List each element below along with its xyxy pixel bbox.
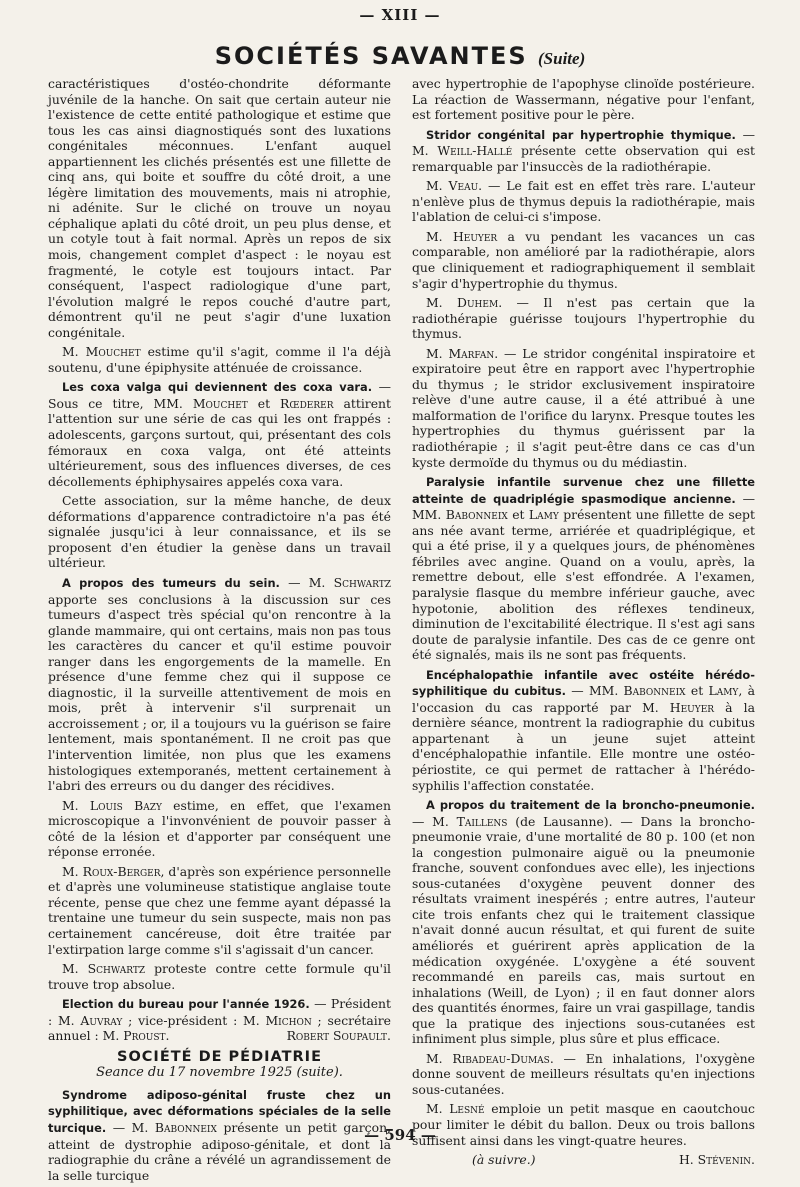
paragraph: avec hypertrophie de l'apophyse clinoïde postérieure. La réaction de Wassermann, négative pour l'enfant, est fortement positive pour le père. [412, 76, 755, 123]
paragraph [48, 379, 391, 489]
section-heading: A propos des tumeurs du sein. [62, 575, 280, 590]
paragraph-text: — M. [106, 1120, 155, 1135]
paragraph [48, 575, 391, 794]
paragraph [412, 1051, 755, 1098]
page-number: — 594 — [364, 1126, 436, 1144]
author-name: Ribadeau-Dumas [452, 1050, 550, 1066]
author-name: Schwartz [87, 961, 146, 977]
author-name: Weill-Hallé [437, 143, 513, 159]
paragraph-text: — Sous ce titre, MM. [48, 379, 391, 411]
paragraph-text: M. [426, 295, 458, 311]
paragraph-text: . — Il n'est pas certain que la radiothérapie guérisse toujours l'hypertrophie du thymus. [412, 295, 755, 342]
paragraph-text: M. [62, 797, 90, 813]
signature: Robert Soupault. [286, 1028, 391, 1044]
paragraph [48, 798, 391, 860]
paragraph-text: M. [426, 1050, 453, 1066]
roman-page-number: — XIII — [359, 6, 441, 24]
paragraph-text: estime, en effet, que l'examen microscopique a l'invonvénient de pouvoir passer à côté de la lésion et d'apporter par conséquent une réponse erronée. [48, 797, 391, 860]
paragraph-text: , d'après son expérience personnelle et d'après une volumineuse statistique anglaise toute récente, pense que chez une femme ayant dépassé la trentaine une tumeur du sein suspecte, mais non pas certainement cancéreuse, doit être traitée par l'extirpation large comme s'il s'agissait d'un cancer. [48, 863, 391, 957]
author-name: Auvray [80, 1012, 123, 1028]
author-name: Proust [123, 1028, 166, 1044]
author-name: Rœderer [280, 395, 334, 411]
paragraph-text: — M. [412, 126, 755, 159]
paragraph [48, 996, 391, 1044]
paragraph-text: ; secrétaire annuel : M. [48, 1012, 391, 1044]
paragraph-text: a vu pendant les vacances un cas comparable, non amélioré par la radiothérapie, alors que cliniquement et radiographiquement il semblait s'agir d'hypertrophie du thymus. [412, 228, 755, 291]
right-column [412, 76, 755, 1168]
author-name: Lamy [528, 507, 559, 523]
paragraph-text: — MM. [565, 683, 624, 699]
paragraph-text: attirent l'attention sur une série de cas qui les ont frappés : adolescents, garçons surtout, qui, présentant des cols fémoraux en coxa valga, ont été atteints ultérieurement, sous des influences diverses, de ces décollements éphiphysaires appelés coxa vara. [48, 395, 391, 489]
paragraph-text: M. [62, 961, 88, 977]
header-title: SOCIÉTÉS SAVANTES [214, 42, 528, 70]
paragraph-text: et [247, 395, 281, 411]
paragraph-text: — M. [412, 813, 457, 829]
paragraph-text: . — Le stridor congénital inspiratoire et expiratoire peut être en rapport avec l'hypertrophie du thymus ; le stridor exclusivement inspiratoire relève d'une autre cause, il a été attribué à une malformation de l'orifice du larynx. Presque toutes les hypertrophies du thymus guérissent par la radiothérapie ; il s'agit peut-être dans ce cas d'un kyste dermoïde du thymus ou du médiastin. [412, 345, 755, 470]
paragraph-text: — M. [279, 574, 334, 590]
paragraph [48, 344, 391, 375]
paragraph [412, 797, 755, 1047]
author-name: Mouchet [192, 395, 248, 411]
author-name: Duhem [457, 295, 499, 311]
paragraph [412, 127, 755, 175]
paragraph-text: estime qu'il s'agit, comme il l'a déjà soutenu, d'une épiphysite atténuée de croissance. [48, 344, 391, 375]
paragraph-text: M. [426, 178, 449, 194]
paragraph [412, 474, 755, 663]
paragraph [412, 667, 755, 793]
author-name: Babonneix [623, 683, 686, 699]
paragraph [412, 229, 755, 291]
paragraph-text: M. [62, 863, 83, 879]
paragraph-text: présentent une fillette de sept ans née avant terme, arriérée et quadriplégique, et qui a été prise, il y a quelques jours, de phénomènes fébriles avec angine. Quand on a voulu, après, la remettre debout, elle s'est effondrée. A l'examen, paralysie flasque du membre inférieur gauche, avec hypotonie, abolition des réflexes tendineux, diminution de l'excitabilité électrique. Il s'est agi sans doute de paralysie infantile. Des cas de ce genre ont été signalés, mais ils ne sont pas fréquents. [412, 507, 755, 663]
paragraph-text: emploie un petit masque en caoutchouc pour limiter le débit du ballon. Deux ou trois ballons suffisent ainsi dans les vingt-quatre heures. [412, 1101, 755, 1148]
paragraph-text: . — Le fait est en effet très rare. L'auteur n'enlève plus de thymus depuis la radiothérapie, mais l'ablation de celui-ci s'impose. [412, 178, 755, 225]
paragraph-text: ; vice-président : M. [122, 1012, 266, 1028]
author-name: Babonneix [445, 507, 508, 523]
paragraph-text: et [685, 683, 709, 699]
paragraph-text: M. [426, 345, 449, 361]
section-header [0, 42, 800, 70]
continued-note: (à suivre.) [472, 1152, 536, 1168]
author-name: Veau [448, 178, 479, 194]
paragraph-text: et [507, 507, 529, 523]
section-heading: Election du bureau pour l'année 1926. [62, 997, 310, 1012]
author-name: Lesné [449, 1101, 485, 1117]
section-heading: Les coxa valga qui deviennent des coxa vara. [62, 380, 373, 395]
paragraph-text: apporte ses conclusions à la discussion sur ces tumeurs d'aspect très spécial qu'on rencontre à la glande mammaire, qui ont certains, mais non pas tous les caractères du cancer et qu'il estime pouvoir ranger dans les engorgements de la mamelle. En présence d'une femme chez qui il suppose ce diagnostic, il la surveille attentivement de mois en mois, prêt à intervenir s'il surprenait un accroissement ; or, il a toujours vu la guérison se faire lentement, mais spontanément. Il ne croit pas que l'intervention limitée, non plus que les examens histologiques extemporanés, mettent certainement à l'abri des erreurs ou du danger des récidives. [48, 591, 391, 794]
author-name: Babonneix [154, 1120, 217, 1135]
paragraph: caractéristiques d'ostéo-chondrite déformante juvénile de la hanche. On sait que certain auteur nie l'existence de cette entité pathologique et estime que tous les cas ainsi diagnostiqués sont des luxations congénitales méconnues. L'enfant auquel appartiennent les clichés présentés est une fillette de cinq ans, qui boite et souffre du côté droit, a une légère limitation des mouvements, mais ni atrophie, ni adénite. Sur le cliché on trouve un noyau céphalique aplati du côté droit, un peu plus dense, et un cotyle tout à fait normal. Après un repos de six mois, changement complet d'aspect : le noyau est fragmenté, le cotyle est toujours intact. Par conséquent, l'aspect radiologique d'une part, l'évolution malgré le repos couché d'autre part, démontrent qu'il ne peut s'agir d'une luxation congénitale. [48, 76, 391, 340]
paragraph-text: — MM. [412, 490, 755, 523]
author-name: M. Mouchet [62, 344, 141, 360]
paragraph-text: M. [426, 228, 453, 244]
header-suite: (Suite) [538, 49, 586, 68]
paragraph-text: , à l'occasion du cas rapporté par M. [412, 683, 755, 715]
author-name: Lamy [708, 683, 739, 699]
paragraph-text: présente un petit garçon, atteint de dystrophie adiposo-génitale, et dont la radiographie du crâne a révélé un agrandissement de la selle turcique [48, 1120, 391, 1183]
society-title: SOCIÉTÉ DE PÉDIATRIE [117, 1048, 322, 1065]
paragraph-text: (de Lausanne). — Dans la broncho-pneumonie vraie, d'une mortalité de 80 p. 100 (et non la congestion pulmonaire aiguë ou la pneumonie franche, souvent confondues avec elle), les injections sous-cutanées d'oxygène peuvent donner des résultats vraiment inespérés ; entre autres, l'auteur cite trois enfants chez qui le traitement classique n'avait donné aucun résultat, et qui furent de suite améliorés et guérirent après application de la médication oxygénée. L'oxygène a été souvent recommandé en pareils cas, mais surtout en inhalations (Weill, de Lyon) ; il en faut donner alors des quantités énormes, faire un vrai gaspillage, tandis que la pratique des injections sous-cutanées est infiniment plus simple, plus sûre et plus efficace. [412, 813, 755, 1047]
left-column [48, 76, 391, 1187]
section-heading: Encéphalopathie infantile avec ostéite hérédo-syphilitique du cubitus. [412, 667, 755, 699]
paragraph-text: présente cette observation qui est remarquable par l'insuccès de la radiothérapie. [412, 143, 755, 174]
section-heading: Paralysie infantile survenue chez une fillette atteinte de quadriplégie spasmodique ancienne. [412, 475, 755, 506]
paragraph [412, 178, 755, 225]
section-heading: Syndrome adiposo-génital fruste chez un syphilitique, avec déformations spéciales de la selle turcique. [48, 1087, 391, 1135]
paragraph [48, 961, 391, 992]
paragraph-text: — Président : M. [48, 996, 391, 1028]
author-name: Roux-Berger [82, 863, 161, 879]
author-name: Schwartz [333, 574, 392, 590]
author-name: Michon [265, 1012, 312, 1028]
author-name: Heuyer [452, 228, 498, 244]
paragraph [48, 864, 391, 957]
paragraph: Cette association, sur la même hanche, de deux déformations d'apparence contradictoire n'a pas été signalée jusqu'ici à leur connaissance, et ils se proposent d'en étudier la genèse dans un travail ultérieur. [48, 493, 391, 571]
paragraph-text: M. [426, 1101, 450, 1117]
author-name: Louis Bazy [89, 797, 162, 813]
paragraph [412, 295, 755, 342]
author-name: Marfan [448, 345, 495, 361]
session-subtitle: Seance du 17 novembre 1925 (suite). [96, 1065, 343, 1081]
author-name: Taillens [456, 813, 508, 829]
section-heading: A propos du traitement de la broncho-pneumonie. [426, 798, 755, 813]
paragraph [412, 346, 755, 470]
signature-line [412, 1152, 755, 1168]
author-name: Heuyer [669, 699, 715, 715]
section-heading: Stridor congénital par hypertrophie thymique. [426, 127, 736, 142]
paragraph-text: . [165, 1028, 170, 1044]
paragraph-text: à la dernière séance, montrent la radiographie du cubitus appartenant à un jeune sujet atteint d'encéphalopathie infantile. Elle montre une ostéo-périostite, ce qui permet de rattacher à l'hérédo-syphilis l'affection constatée. [412, 699, 755, 793]
signature: H. Stévenin. [678, 1152, 755, 1168]
paragraph-text: . — En inhalations, l'oxygène donne souvent de meilleurs résultats qu'en injections sous-cutanées. [412, 1050, 755, 1097]
paragraph-text: proteste contre cette formule qu'il trouve trop absolue. [48, 961, 391, 992]
